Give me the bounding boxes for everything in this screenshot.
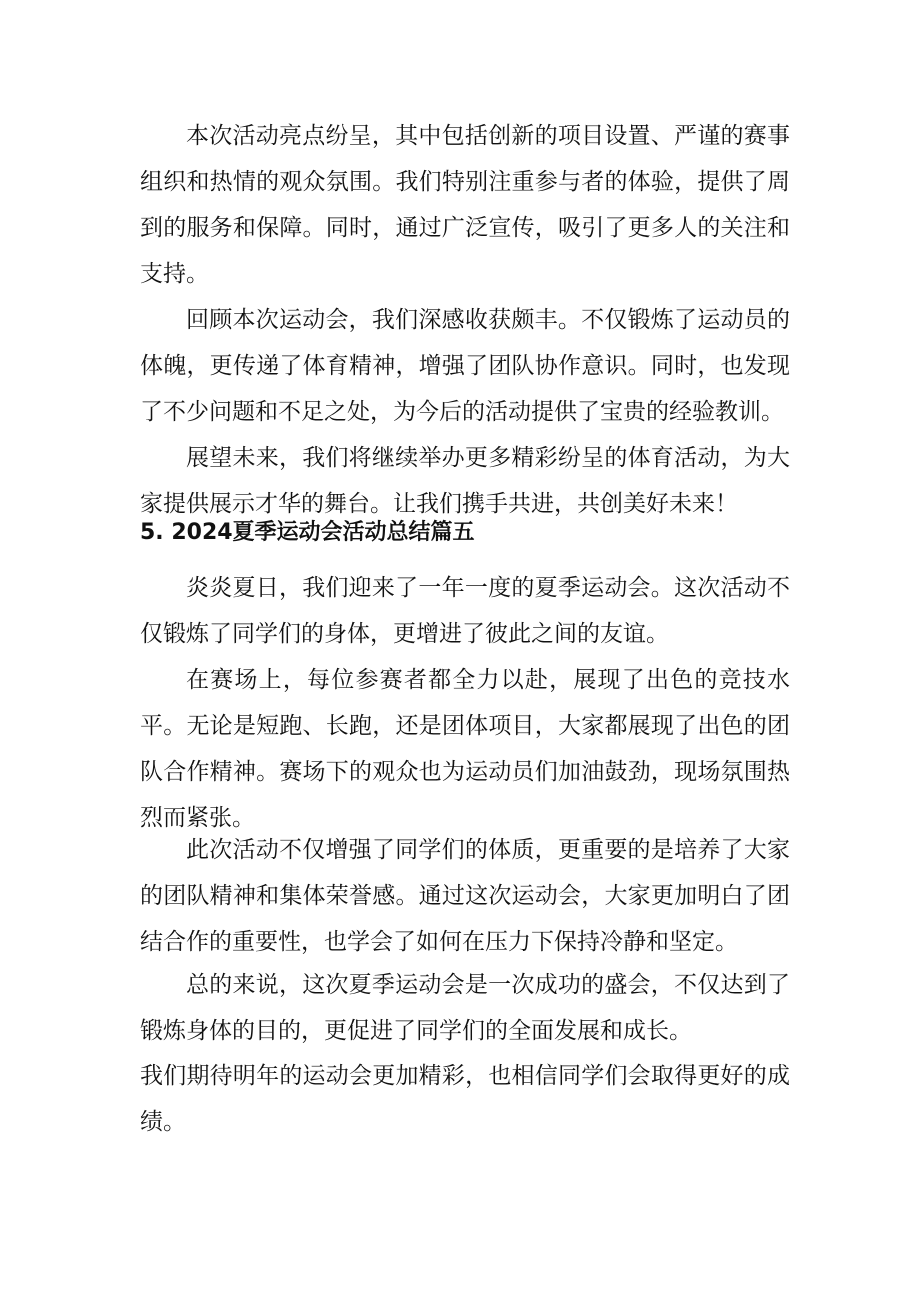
paragraph-highlights: 本次活动亮点纷呈，其中包括创新的项目设置、严谨的赛事组织和热情的观众氛围。我们特别注重参与者的体验，提供了周到的服务和保障。同时，通过广泛宣传，吸引了更多人的关注和支持。 xyxy=(140,123,790,287)
paragraph-review: 回顾本次运动会，我们深感收获颇丰。不仅锻炼了运动员的体魄，更传递了体育精神，增强了团队协作意识。同时，也发现了不少问题和不足之处，为今后的活动提供了宝贵的经验教训。 xyxy=(140,307,790,425)
section-heading: 5. 2024夏季运动会活动总结篇五 xyxy=(140,520,475,545)
paragraph-outlook: 展望未来，我们将继续举办更多精彩纷呈的体育活动，为大家提供展示才华的舞台。让我们携手共进，共创美好未来！ xyxy=(140,445,790,517)
paragraph-competition: 在赛场上，每位参赛者都全力以赴，展现了出色的竞技水平。无论是短跑、长跑，还是团体项目，大家都展现了出色的团队合作精神。赛场下的观众也为运动员们加油鼓劲，现场氛围热烈而紧张。 xyxy=(140,667,790,831)
paragraph-closing: 我们期待明年的运动会更加精彩，也相信同学们会取得更好的成绩。 xyxy=(140,1063,790,1135)
paragraph-intro: 炎炎夏日，我们迎来了一年一度的夏季运动会。这次活动不仅锻炼了同学们的身体，更增进了彼此之间的友谊。 xyxy=(140,575,790,647)
paragraph-teamwork: 此次活动不仅增强了同学们的体质，更重要的是培养了大家的团队精神和集体荣誉感。通过这次运动会，大家更加明白了团结合作的重要性，也学会了如何在压力下保持冷静和坚定。 xyxy=(140,837,790,955)
paragraph-summary: 总的来说，这次夏季运动会是一次成功的盛会，不仅达到了锻炼身体的目的，更促进了同学们的全面发展和成长。 xyxy=(140,972,790,1044)
